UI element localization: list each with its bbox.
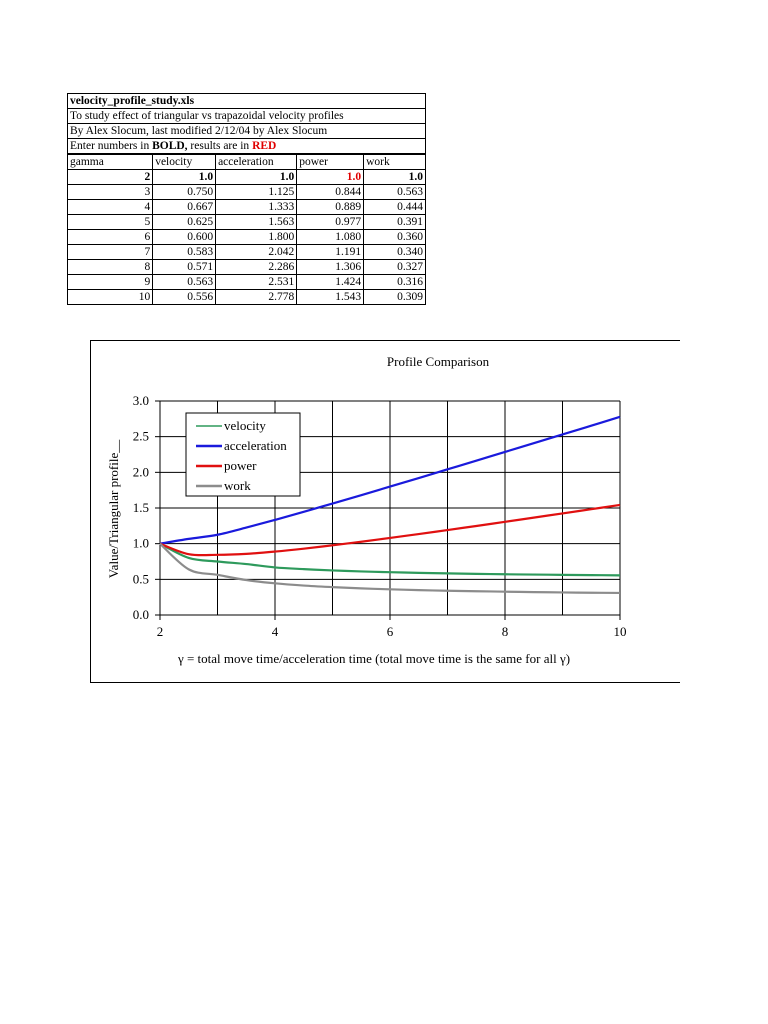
cell-acceleration[interactable]: 2.778: [216, 290, 297, 305]
cell-power[interactable]: 0.889: [297, 200, 364, 215]
header-cell-acceleration[interactable]: acceleration: [216, 154, 297, 170]
sheet-filename[interactable]: velocity_profile_study.xls: [68, 94, 426, 109]
cell-gamma[interactable]: 10: [68, 290, 153, 305]
table-row: [68, 260, 426, 275]
cell-acceleration[interactable]: 1.125: [216, 185, 297, 200]
cell-work[interactable]: 0.444: [364, 200, 426, 215]
cell-acceleration[interactable]: 1.800: [216, 230, 297, 245]
cell-work[interactable]: 0.309: [364, 290, 426, 305]
x-tick-label: 8: [501, 624, 509, 639]
y-tick-label: 1.0: [132, 535, 149, 551]
cell-work[interactable]: 1.0: [364, 170, 426, 185]
x-axis-ticks: [157, 615, 627, 639]
x-tick-label: 4: [271, 624, 279, 639]
table-row: [68, 230, 426, 245]
table-row: [68, 290, 426, 305]
cell-power[interactable]: 1.306: [297, 260, 364, 275]
cell-gamma[interactable]: 4: [68, 200, 153, 215]
spreadsheet-table: [67, 93, 426, 305]
table-row: [68, 245, 426, 260]
y-axis-label: Value/Triangular profile__: [106, 439, 121, 579]
table-row: [68, 215, 426, 230]
cell-gamma[interactable]: 3: [68, 185, 153, 200]
cell-acceleration[interactable]: 2.286: [216, 260, 297, 275]
header-cell-work[interactable]: work: [364, 154, 426, 170]
table-row: [68, 200, 426, 215]
cell-gamma[interactable]: 5: [68, 215, 153, 230]
cell-work[interactable]: 0.340: [364, 245, 426, 260]
cell-power[interactable]: 1.080: [297, 230, 364, 245]
cell-power[interactable]: 0.844: [297, 185, 364, 200]
cell-work[interactable]: 0.360: [364, 230, 426, 245]
cell-velocity[interactable]: 0.563: [153, 275, 216, 290]
instruction-bold-word: BOLD,: [152, 139, 188, 152]
cell-gamma[interactable]: 7: [68, 245, 153, 260]
table-row: [68, 170, 426, 185]
chart-title: Profile Comparison: [386, 354, 490, 369]
cell-acceleration[interactable]: 2.531: [216, 275, 297, 290]
y-tick-label: 2.5: [132, 428, 149, 444]
header-cell-velocity[interactable]: velocity: [153, 154, 216, 170]
instruction-prefix: Enter numbers in: [70, 139, 153, 152]
cell-velocity[interactable]: 0.600: [153, 230, 216, 245]
cell-velocity[interactable]: 1.0: [153, 170, 216, 185]
y-tick-label: 0.0: [132, 607, 149, 622]
table-row: [68, 275, 426, 290]
cell-power[interactable]: 1.543: [297, 290, 364, 305]
header-cell-gamma[interactable]: gamma: [68, 154, 153, 170]
x-tick-label: 10: [613, 624, 627, 639]
sheet-data-rows: [68, 170, 426, 305]
cell-work[interactable]: 0.327: [364, 260, 426, 275]
header-cell-power[interactable]: power: [297, 154, 364, 170]
cell-acceleration[interactable]: 2.042: [216, 245, 297, 260]
y-tick-label: 1.5: [132, 500, 149, 515]
sheet-description[interactable]: To study effect of triangular vs trapazoidal velocity profiles: [68, 109, 426, 124]
cell-work[interactable]: 0.316: [364, 275, 426, 290]
cell-gamma[interactable]: 6: [68, 230, 153, 245]
y-tick-label: 2.0: [132, 464, 149, 480]
chart-legend[interactable]: [186, 413, 300, 496]
profile-comparison-chart: [90, 340, 680, 683]
sheet-author-line[interactable]: By Alex Slocum, last modified 2/12/04 by Alex Slocum: [68, 124, 426, 139]
legend-label-power[interactable]: power: [224, 458, 257, 473]
y-tick-label: 3.0: [132, 393, 149, 408]
y-tick-label: 0.5: [132, 571, 149, 587]
cell-acceleration[interactable]: 1.563: [216, 215, 297, 230]
cell-velocity[interactable]: 0.625: [153, 215, 216, 230]
cell-work[interactable]: 0.391: [364, 215, 426, 230]
cell-velocity[interactable]: 0.571: [153, 260, 216, 275]
cell-velocity[interactable]: 0.556: [153, 290, 216, 305]
cell-power[interactable]: 1.0: [297, 170, 364, 185]
cell-gamma[interactable]: 9: [68, 275, 153, 290]
y-axis-ticks: [133, 393, 160, 622]
x-axis-label: γ = total move time/acceleration time (total move time is the same for all γ): [177, 651, 571, 666]
legend-label-acceleration[interactable]: acceleration: [224, 438, 287, 453]
cell-gamma[interactable]: 2: [68, 170, 153, 185]
instruction-red-word: RED: [252, 139, 277, 152]
x-tick-label: 2: [156, 624, 164, 639]
legend-label-velocity[interactable]: velocity: [224, 418, 266, 433]
cell-work[interactable]: 0.563: [364, 185, 426, 200]
legend-label-work[interactable]: work: [224, 478, 251, 493]
sheet-instruction[interactable]: [68, 139, 426, 155]
cell-acceleration[interactable]: 1.0: [216, 170, 297, 185]
cell-power[interactable]: 1.424: [297, 275, 364, 290]
instruction-middle: results are in: [187, 139, 253, 152]
cell-velocity[interactable]: 0.750: [153, 185, 216, 200]
cell-gamma[interactable]: 8: [68, 260, 153, 275]
cell-velocity[interactable]: 0.583: [153, 245, 216, 260]
x-tick-label: 6: [386, 624, 394, 639]
cell-velocity[interactable]: 0.667: [153, 200, 216, 215]
cell-acceleration[interactable]: 1.333: [216, 200, 297, 215]
cell-power[interactable]: 1.191: [297, 245, 364, 260]
cell-power[interactable]: 0.977: [297, 215, 364, 230]
table-row: [68, 185, 426, 200]
